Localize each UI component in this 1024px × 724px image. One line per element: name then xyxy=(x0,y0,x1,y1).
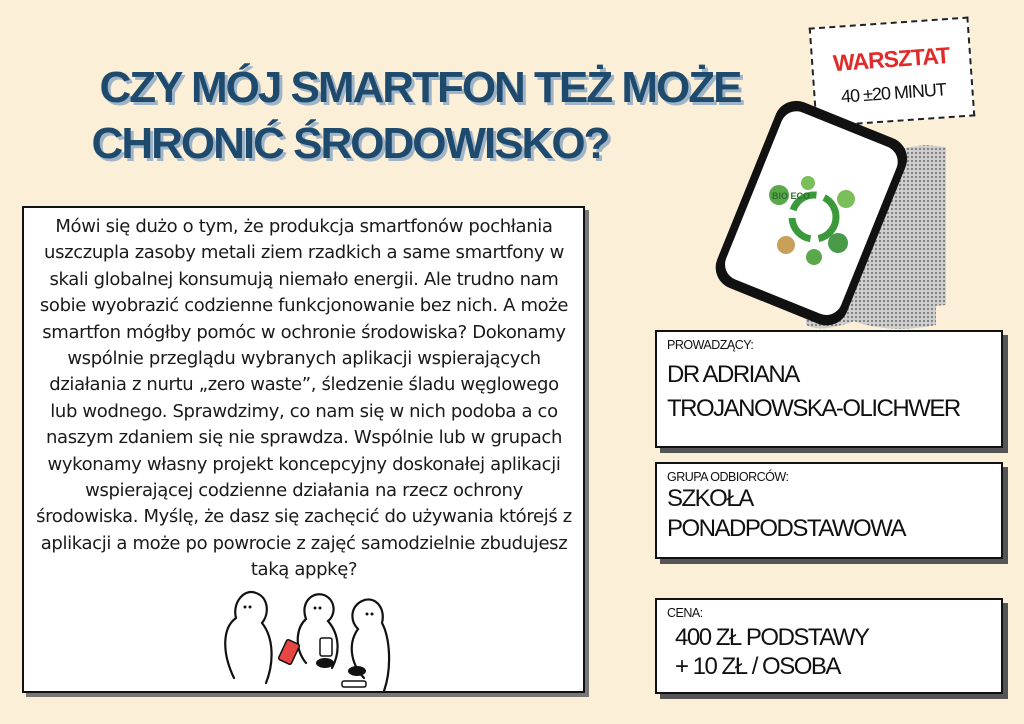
workshop-type-label: WARSZTAT xyxy=(832,42,951,77)
host-box xyxy=(655,330,1003,448)
audience-value xyxy=(667,484,905,544)
audience-label: GRUPA ODBIORCÓW: xyxy=(667,470,789,484)
workshop-title-line2: CHRONIĆ ŚRODOWISKO? xyxy=(91,119,609,168)
host-name-line1: DR ADRIANA xyxy=(667,361,799,388)
price-value xyxy=(675,624,869,682)
host-name-line2: TROJANOWSKA-OLICHWER xyxy=(667,394,960,422)
price-box xyxy=(655,598,1003,694)
table-phone-icon xyxy=(342,681,366,687)
workshop-description: Mówi się dużo o tym, że produkcja smartfonów pochłania uszczupla zasoby metali ziem rzadkich a same smartfony w skali globalnej konsumują niemało energii. Ale trudno nam sobie wyobrazić codzienne funkcjonowanie bez nich. A może smartfon mógłby pomóc w ochronie środowiska? Dokonamy wspólnie przeglądu wybranych aplikacji wspierających działania z nurtu „zero waste”, śledzenie śladu węglowego lub wodnego. Sprawdzimy, co nam się w nich podoba a co naszym zdaniem się nie sprawdza. Wspólnie lub w grupach wykonamy własny projekt koncepcyjny doskonałej aplikacji wspierającej codzienne działania na rzecz ochrony środowiska. Myślę, że dasz się zachęcić do używania którejś z aplikacji a może po powrocie z zajęć samodzielnie zbudujesz taką appkę? xyxy=(36,216,572,581)
description-box xyxy=(22,206,585,693)
workshop-duration: 40 ±20 MINUT xyxy=(840,79,947,107)
price-line2: + 10 ZŁ / OSOBA xyxy=(675,652,840,680)
host-name xyxy=(667,358,960,425)
workshop-title-line1: CZY MÓJ SMARTFON TEŻ MOŻE xyxy=(99,63,741,112)
audience-line1: SZKOŁA xyxy=(667,485,753,512)
audience-line2: PONADPODSTAWOWA xyxy=(667,515,905,542)
bio-eco-logo: BIO ECO xyxy=(772,191,811,201)
red-phone-icon xyxy=(278,639,300,665)
price-line1: 400 ZŁ PODSTAWY xyxy=(675,624,869,651)
price-label: CENA: xyxy=(667,606,703,620)
host-label: PROWADZĄCY: xyxy=(667,338,754,352)
people-using-phones-illustration xyxy=(214,583,394,693)
smartphone-hand-illustration xyxy=(686,95,946,340)
phone-icon xyxy=(320,638,332,656)
audience-box xyxy=(655,462,1003,559)
